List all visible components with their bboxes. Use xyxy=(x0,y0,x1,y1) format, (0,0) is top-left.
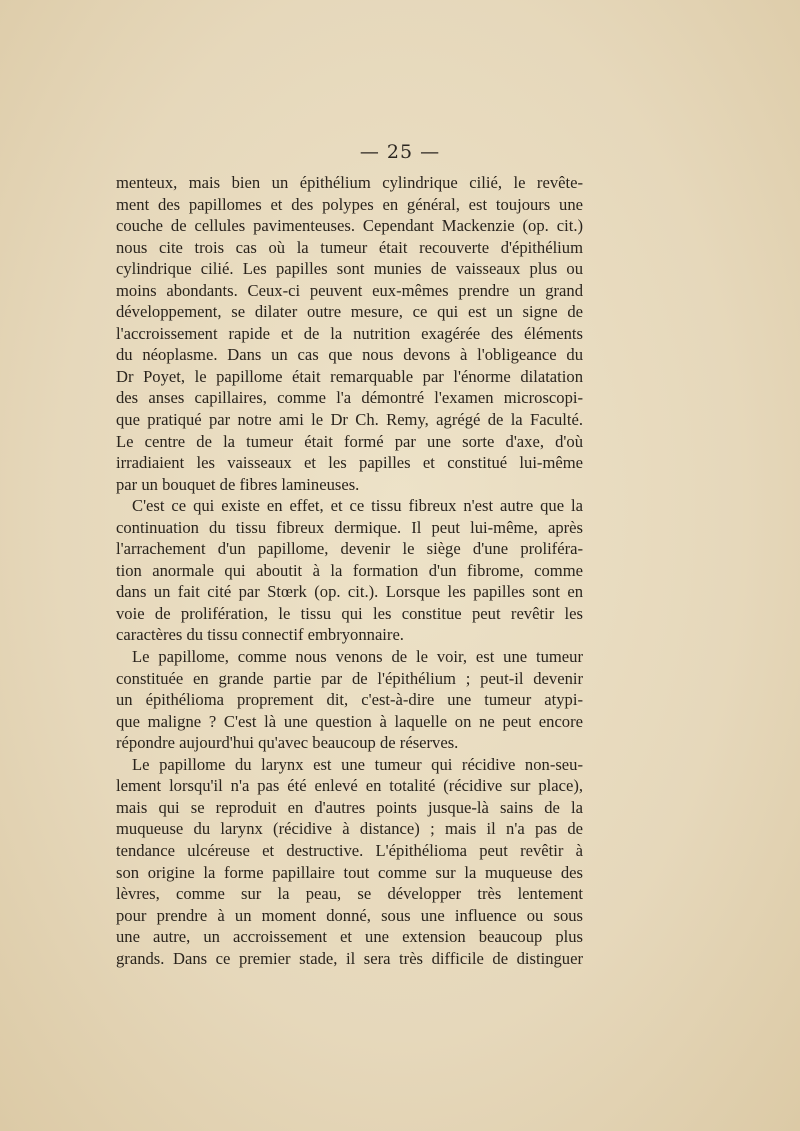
paragraph-3 xyxy=(116,646,583,754)
text-line: constituée en grande partie par de l'épithélium ; peut-il devenir xyxy=(116,668,583,688)
text-line: irradiaient les vaisseaux et les papilles et constitué lui-même xyxy=(116,453,583,473)
text-line: ment des papillomes et des polypes en général, est toujours une xyxy=(116,194,583,214)
text-line: Le centre de la tumeur était formé par une sorte d'axe, d'où xyxy=(116,431,583,451)
text-line: des anses capillaires, comme l'a démontré l'examen microscopi- xyxy=(116,388,583,408)
text-line: pour prendre à un moment donné, sous une influence ou sous xyxy=(116,905,583,925)
text-line: lèvres, comme sur la peau, se développer très lentement xyxy=(116,884,583,904)
text-line: par un bouquet de fibres lamineuses. xyxy=(116,474,360,494)
text-line: menteux, mais bien un épithélium cylindrique cilié, le revête- xyxy=(116,173,583,192)
text-line: que pratiqué par notre ami le Dr Ch. Remy, agrégé de la Faculté. xyxy=(116,410,583,430)
page-number: — 25 — xyxy=(359,141,441,163)
text-line: couche de cellules pavimenteuses. Cependant Mackenzie (op. cit.) xyxy=(116,216,583,236)
text-line: continuation du tissu fibreux dermique. Il peut lui-même, après xyxy=(116,517,583,537)
text-line: tion anormale qui aboutit à la formation d'un fibrome, comme xyxy=(116,560,583,580)
text-line: nous cite trois cas où la tumeur était recouverte d'épithélium xyxy=(116,237,583,257)
text-line: lement lorsqu'il n'a pas été enlevé en totalité (récidive sur place), xyxy=(116,776,583,796)
text-line: que maligne ? C'est là une question à laquelle on ne peut encore xyxy=(116,711,583,731)
text-line: un épithélioma proprement dit, c'est-à-dire une tumeur atypi- xyxy=(116,690,583,710)
text-line: Dr Poyet, le papillome était remarquable par l'énorme dilatation xyxy=(116,366,583,386)
text-line: muqueuse du larynx (récidive à distance) ; mais il n'a pas de xyxy=(116,819,583,839)
text-line: développement, se dilater outre mesure, ce qui est un signe de xyxy=(116,302,583,322)
text-line: tendance ulcéreuse et destructive. L'épithélioma peut revêtir à xyxy=(116,840,583,860)
text-line: son origine la forme papillaire tout comme sur la muqueuse des xyxy=(116,862,583,882)
body-text xyxy=(116,172,583,969)
text-line: Le papillome, comme nous venons de le voir, est une tumeur xyxy=(132,647,583,667)
text-line: moins abondants. Ceux-ci peuvent eux-mêmes prendre un grand xyxy=(116,280,583,300)
text-line: dans un fait cité par Stœrk (op. cit.). Lorsque les papilles sont en xyxy=(116,582,583,602)
text-line: C'est ce qui existe en effet, et ce tissu fibreux n'est autre que la xyxy=(132,496,583,516)
text-line: voie de prolifération, le tissu qui les constitue peut revêtir les xyxy=(116,603,583,623)
text-line: l'accroissement rapide et de la nutrition exagérée des éléments xyxy=(116,323,583,343)
text-line: répondre aujourd'hui qu'avec beaucoup de réserves. xyxy=(116,733,459,753)
text-line: l'arrachement d'un papillome, devenir le siège d'une proliféra- xyxy=(116,539,583,559)
paragraph-1 xyxy=(116,172,583,495)
text-line: Le papillome du larynx est une tumeur qui récidive non-seu- xyxy=(132,754,583,774)
text-line: cylindrique cilié. Les papilles sont munies de vaisseaux plus ou xyxy=(116,259,583,279)
text-line: une autre, un accroissement et une extension beaucoup plus xyxy=(116,927,583,947)
text-line: mais qui se reproduit en d'autres points jusque-là sains de la xyxy=(116,797,583,817)
text-line: grands. Dans ce premier stade, il sera très difficile de distinguer xyxy=(116,948,583,968)
text-line: caractères du tissu connectif embryonnaire. xyxy=(116,625,404,645)
paragraph-4 xyxy=(116,754,583,969)
paragraph-2 xyxy=(116,495,583,646)
text-line: du néoplasme. Dans un cas que nous devons à l'obligeance du xyxy=(116,345,583,365)
